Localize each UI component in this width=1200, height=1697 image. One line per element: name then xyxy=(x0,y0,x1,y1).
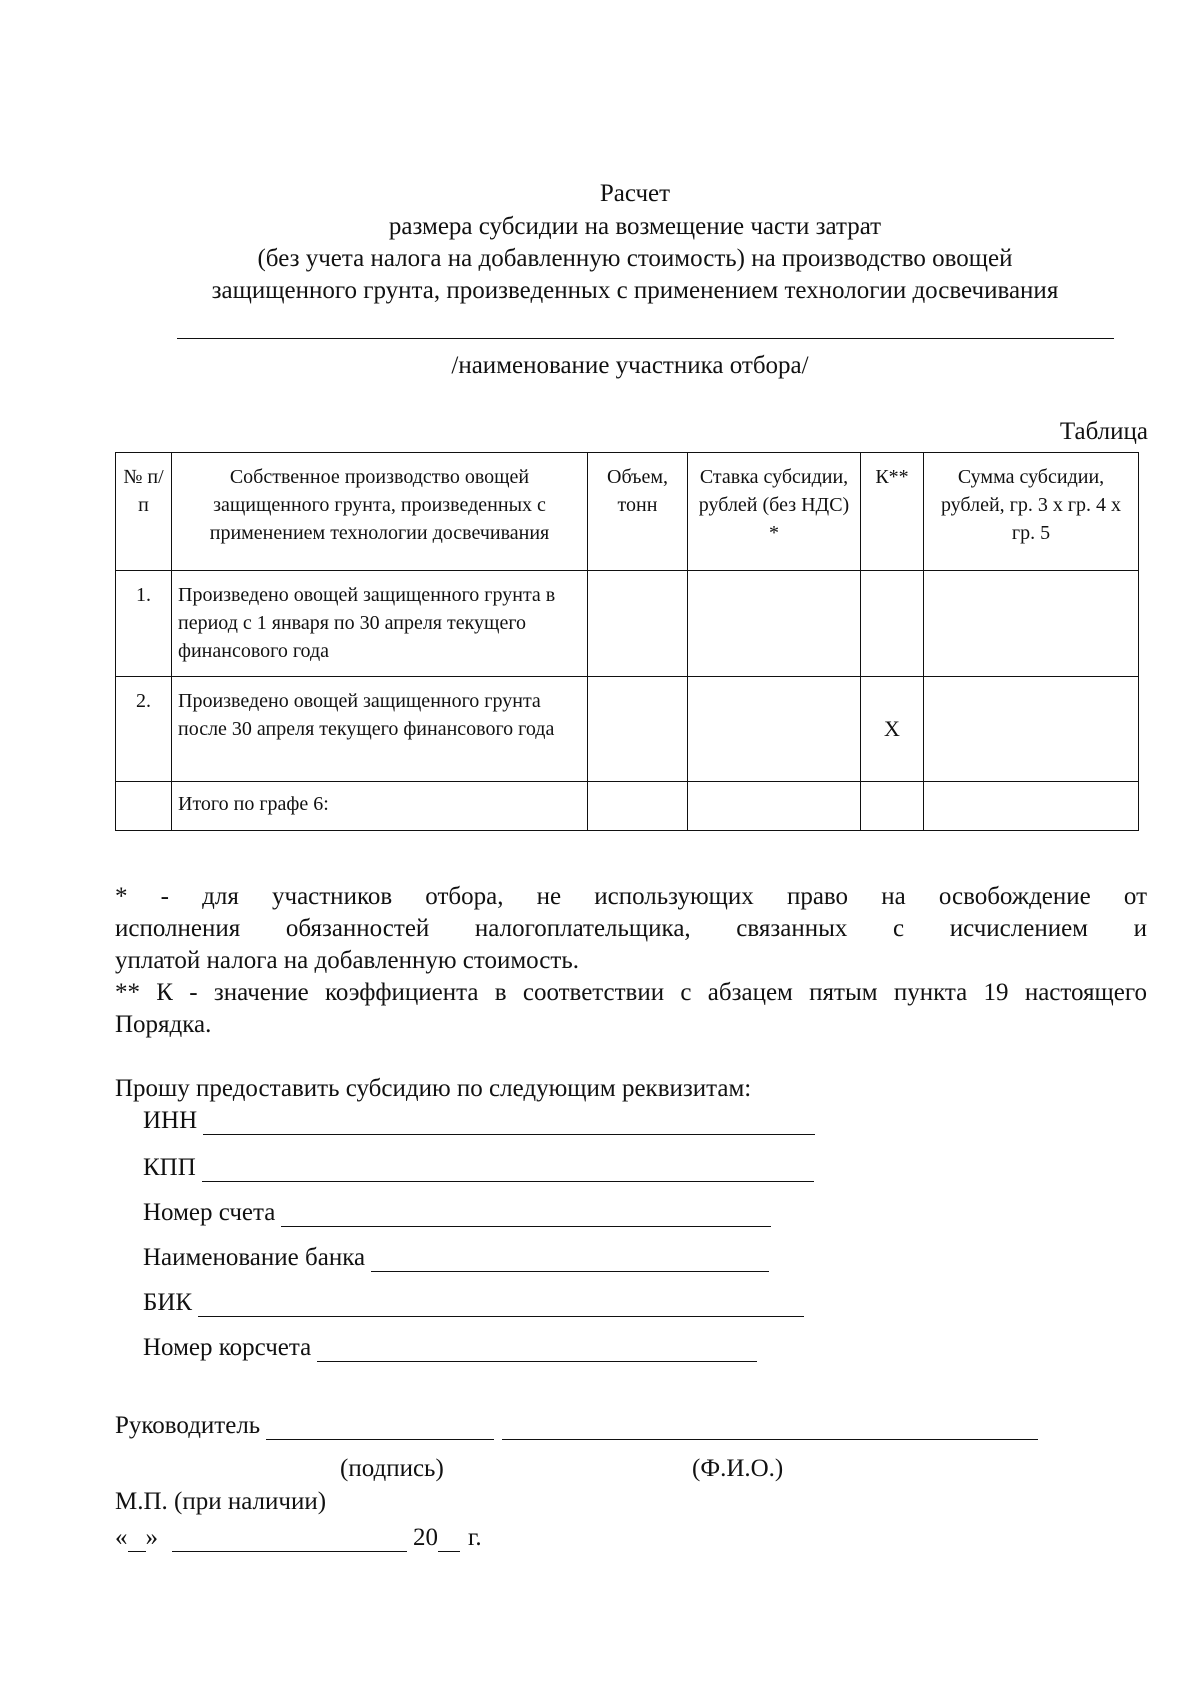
row-k-cell: Х xyxy=(861,677,924,782)
account-number-field xyxy=(143,1195,771,1227)
fio-blank[interactable] xyxy=(502,1413,1038,1440)
year-prefix: 20 xyxy=(413,1524,438,1551)
footnote-line: исполнения обязанностей налогоплательщика, связанных с исчислением и xyxy=(115,915,1147,942)
table-header-row xyxy=(116,453,1139,571)
row-rate-cell[interactable] xyxy=(688,677,861,782)
stamp-label: М.П. (при наличии) xyxy=(115,1488,327,1515)
bank-name-label: Наименование банка xyxy=(143,1244,366,1271)
bik-label: БИК xyxy=(143,1289,193,1316)
row-number: 1. xyxy=(116,571,172,677)
row-number xyxy=(116,782,172,831)
fio-caption: (Ф.И.О.) xyxy=(692,1455,784,1482)
footnote-line: Порядка. xyxy=(115,1011,212,1038)
corr-account-label: Номер корсчета xyxy=(143,1334,312,1361)
row-description: Итого по графе 6: xyxy=(172,782,588,831)
row-sum-cell[interactable] xyxy=(924,571,1139,677)
signature-blank[interactable] xyxy=(266,1413,494,1440)
kpp-blank[interactable] xyxy=(202,1155,814,1182)
doc-subtitle-line-1: размера субсидии на возмещение части затрат xyxy=(388,213,882,240)
col-header-volume: Объем, тонн xyxy=(588,453,688,571)
bank-name-field xyxy=(143,1240,769,1272)
row-sum-cell[interactable] xyxy=(924,677,1139,782)
col-header-rate: Ставка субсидии, рублей (без НДС) * xyxy=(688,453,861,571)
doc-title: Расчет xyxy=(599,180,671,207)
month-blank[interactable] xyxy=(172,1527,407,1552)
row-volume-cell[interactable] xyxy=(588,571,688,677)
inn-field xyxy=(143,1103,815,1135)
bik-blank[interactable] xyxy=(198,1290,804,1317)
row-k-cell[interactable] xyxy=(861,571,924,677)
row-description: Произведено овощей защищенного грунта в период с 1 января по 30 апреля текущего финансового года xyxy=(172,571,588,677)
role-label: Руководитель xyxy=(115,1412,261,1439)
doc-subtitle-line-2: (без учета налога на добавленную стоимость) на производство овощей xyxy=(257,245,1013,272)
footnote-line: ** К - значение коэффициента в соответствии с абзацем пятым пункта 19 настоящего xyxy=(115,979,1147,1006)
row-volume-cell[interactable] xyxy=(588,677,688,782)
col-header-k: К** xyxy=(861,453,924,571)
day-blank[interactable] xyxy=(128,1527,146,1552)
bik-field xyxy=(143,1285,804,1317)
requisites-title: Прошу предоставить субсидию по следующим реквизитам: xyxy=(115,1075,752,1102)
date-line xyxy=(115,1520,482,1552)
col-header-production: Собственное производство овощей защищенного грунта, произведенных с применением технологии досвечивания xyxy=(172,453,588,571)
col-header-number: № п/п xyxy=(116,453,172,571)
footnote-line: уплатой налога на добавленную стоимость. xyxy=(115,947,579,974)
kpp-label: КПП xyxy=(143,1154,196,1181)
footnote-line: * - для участников отбора, не использующих право на освобождение от xyxy=(115,883,1147,910)
row-number: 2. xyxy=(116,677,172,782)
inn-label: ИНН xyxy=(143,1107,198,1134)
row-rate-cell xyxy=(688,782,861,831)
date-quote-close: » xyxy=(145,1524,158,1551)
participant-name-blank[interactable] xyxy=(177,338,1114,339)
corr-account-field xyxy=(143,1330,757,1362)
corr-account-blank[interactable] xyxy=(317,1335,757,1362)
signature-line xyxy=(115,1408,1038,1440)
row-total-sum-cell[interactable] xyxy=(924,782,1139,831)
table-row xyxy=(116,677,1139,782)
row-rate-cell[interactable] xyxy=(688,571,861,677)
table-row-total xyxy=(116,782,1139,831)
participant-name-caption: /наименование участника отбора/ xyxy=(451,352,809,379)
year-blank[interactable] xyxy=(438,1527,460,1552)
row-volume-cell xyxy=(588,782,688,831)
table-label: Таблица xyxy=(1059,418,1148,445)
doc-subtitle-line-3: защищенного грунта, произведенных с применением технологии досвечивания xyxy=(211,277,1059,304)
account-number-blank[interactable] xyxy=(281,1200,771,1227)
signature-caption: (подпись) xyxy=(340,1455,444,1482)
inn-blank[interactable] xyxy=(203,1108,815,1135)
col-header-sum: Сумма субсидии, рублей, гр. 3 х гр. 4 х гр. 5 xyxy=(924,453,1139,571)
account-number-label: Номер счета xyxy=(143,1199,276,1226)
kpp-field xyxy=(143,1150,814,1182)
table-row xyxy=(116,571,1139,677)
row-k-cell xyxy=(861,782,924,831)
date-quote-open: « xyxy=(115,1524,128,1551)
year-suffix: г. xyxy=(468,1524,482,1551)
row-description: Произведено овощей защищенного грунта после 30 апреля текущего финансового года xyxy=(172,677,588,782)
subsidy-table xyxy=(115,452,1139,831)
bank-name-blank[interactable] xyxy=(371,1245,769,1272)
